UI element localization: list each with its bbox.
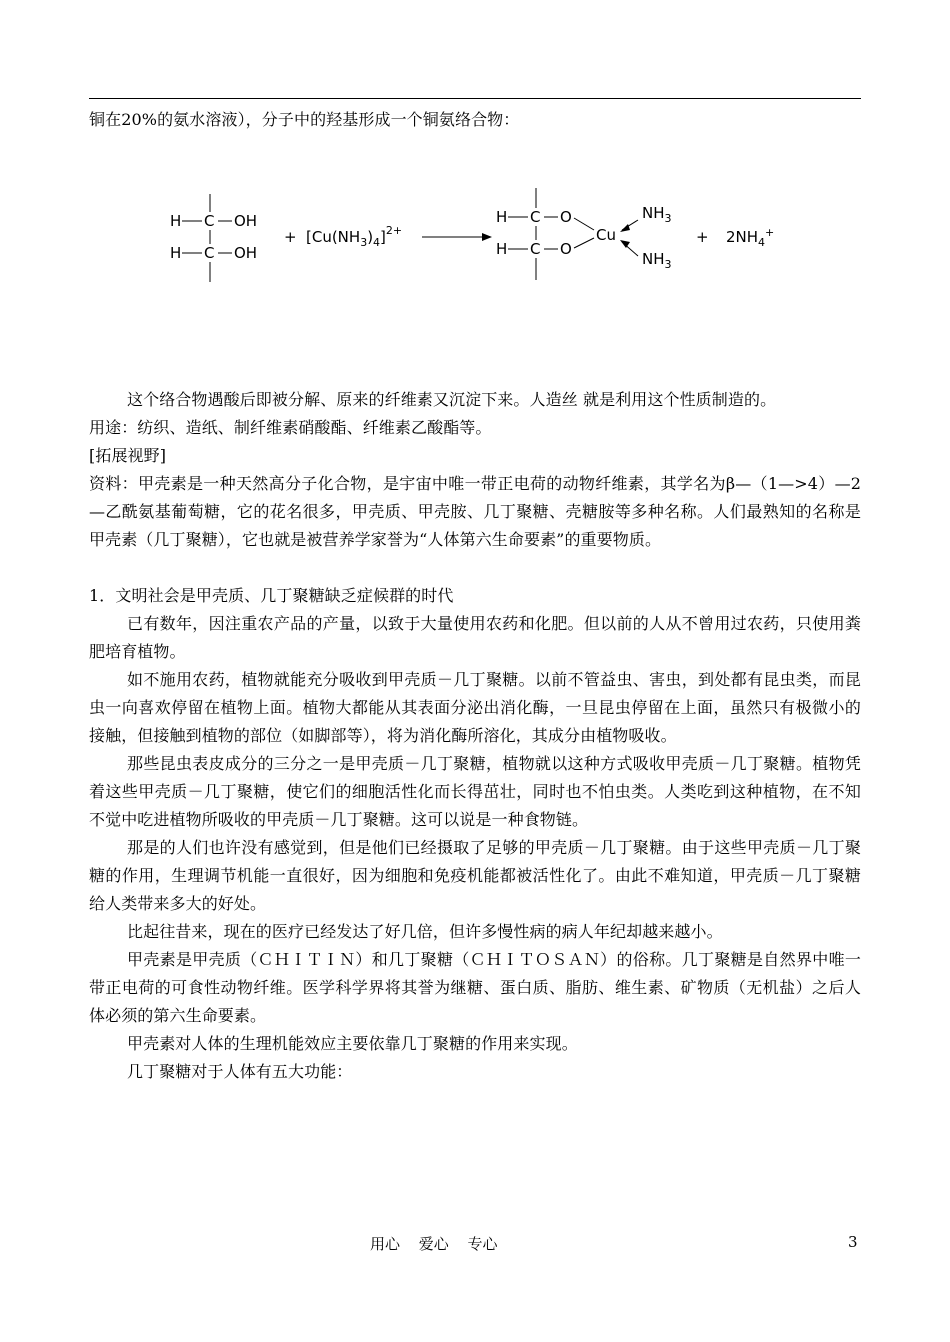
reaction-equation (160, 180, 800, 290)
reactant-h-1: H (170, 212, 182, 230)
copper-center: Cu (596, 226, 616, 244)
paragraph-food-chain: 那些昆虫表皮成分的三分之一是甲壳质－几丁聚糖，植物就以这种方式吸收甲壳质－几丁聚糖。植物凭着这些甲壳质－几丁聚糖，使它们的细胞活性化而长得茁壮，同时也不怕虫类。人类吃到这种植物，在不知不觉中吃进植物所吸收的甲壳质－几丁聚糖。这可以说是一种食物链。 (89, 754, 861, 829)
ammonium-formula: $2NH_4^+$ (726, 226, 775, 249)
paragraph-physiology: 甲壳素对人体的生理机能效应主要依靠几丁聚糖的作用来实现。 (127, 1034, 578, 1053)
product-o-2: O (560, 240, 572, 258)
body-text (89, 386, 861, 1086)
reactant-h-2: H (170, 244, 182, 262)
paragraph-insects: 如不施用农药，植物就能充分吸收到甲壳质－几丁聚糖。以前不管益虫、害虫，到处都有昆虫类，而昆虫一向喜欢停留在植物上面。植物大都能从其表面分泌出消化酶，一旦昆虫停留在上面，虽然只有极微小的接触，但接触到植物的部位（如脚部等），将为消化酶所溶化，其成分由植物吸收。 (89, 670, 861, 745)
reaction-arrow (482, 233, 492, 241)
page-number: 3 (848, 1233, 858, 1251)
ammine-bottom: $NH_3$ (642, 250, 672, 271)
section-heading-1: 1．文明社会是甲壳质、几丁聚糖缺乏症候群的时代 (89, 586, 454, 605)
section-heading-extended-view: [拓展视野] (89, 446, 167, 465)
product-h-2: H (496, 240, 508, 258)
paragraph-benefits: 那是的人们也许没有感觉到，但是他们已经摄取了足够的甲壳质－几丁聚糖。由于这些甲壳质－几丁聚糖的作用，生理调节机能一直很好，因为细胞和免疫机能都被活性化了。由此不难知道，甲壳质－几丁聚糖给人类带来多大的好处。 (89, 838, 861, 913)
reactant-c-1: C (204, 212, 215, 230)
paragraph-pesticides: 已有数年，因注重农产品的产量，以致于大量使用农药和化肥。但以前的人从不曾用过农药，只使用粪肥培育植物。 (89, 614, 861, 661)
blank-line (89, 554, 861, 582)
paragraph-chitin-info: 资料：甲壳素是一种天然高分子化合物，是宇宙中唯一带正电荷的动物纤维素，其学名为β—（1—>4）—2—乙酰氨基葡萄糖，它的花名很多，甲壳质、甲壳胺、几丁聚糖、壳糖胺等多种名称。人们最熟知的名称是甲壳素（几丁聚糖），它也就是被营养学家誉为“人体第六生命要素”的重要物质。 (89, 474, 861, 549)
paragraph-five-functions: 几丁聚糖对于人体有五大功能： (127, 1062, 353, 1081)
paragraph-complex-decomposition: 这个络合物遇酸后即被分解、原来的纤维素又沉淀下来。人造丝 就是利用这个性质制造的。 (127, 390, 777, 409)
paragraph-chitin-definition: 甲壳素是甲壳质（ＣＨＩＴＩＮ）和几丁聚糖（ＣＨＩＴＯＳＡＮ）的俗称。几丁聚糖是自然界中唯一带正电荷的可食性动物纤维。医学科学界将其誉为继糖、蛋白质、脂肪、维生素、矿物质（无机盐）之后人体必须的第六生命要素。 (89, 950, 861, 1025)
reactant-c-2: C (204, 244, 215, 262)
intro-text (89, 106, 861, 134)
intro-line: 铜在20%的氨水溶液），分子中的羟基形成一个铜氨络合物： (89, 110, 520, 129)
paragraph-uses: 用途：纺织、造纸、制纤维素硝酸酯、纤维素乙酸酯等。 (89, 418, 492, 437)
product-c-2: C (530, 240, 541, 258)
copper-complex-formula: $[Cu(NH_3)_4]^{2+}$ (306, 224, 403, 249)
product-o-1: O (560, 208, 572, 226)
plus-sign-2: + (696, 228, 709, 246)
plus-sign-1: + (284, 228, 297, 246)
product-c-1: C (530, 208, 541, 226)
product-h-1: H (496, 208, 508, 226)
ammine-top: $NH_3$ (642, 204, 672, 225)
footer-motto: 用心 爱心 专心 (370, 1235, 498, 1253)
paragraph-chronic-disease: 比起往昔来，现在的医疗已经发达了好几倍，但许多慢性病的病人年纪却越来越小。 (127, 922, 723, 941)
reactant-oh-2: OH (234, 244, 258, 262)
reactant-oh-1: OH (234, 212, 258, 230)
header-rule (89, 98, 861, 99)
